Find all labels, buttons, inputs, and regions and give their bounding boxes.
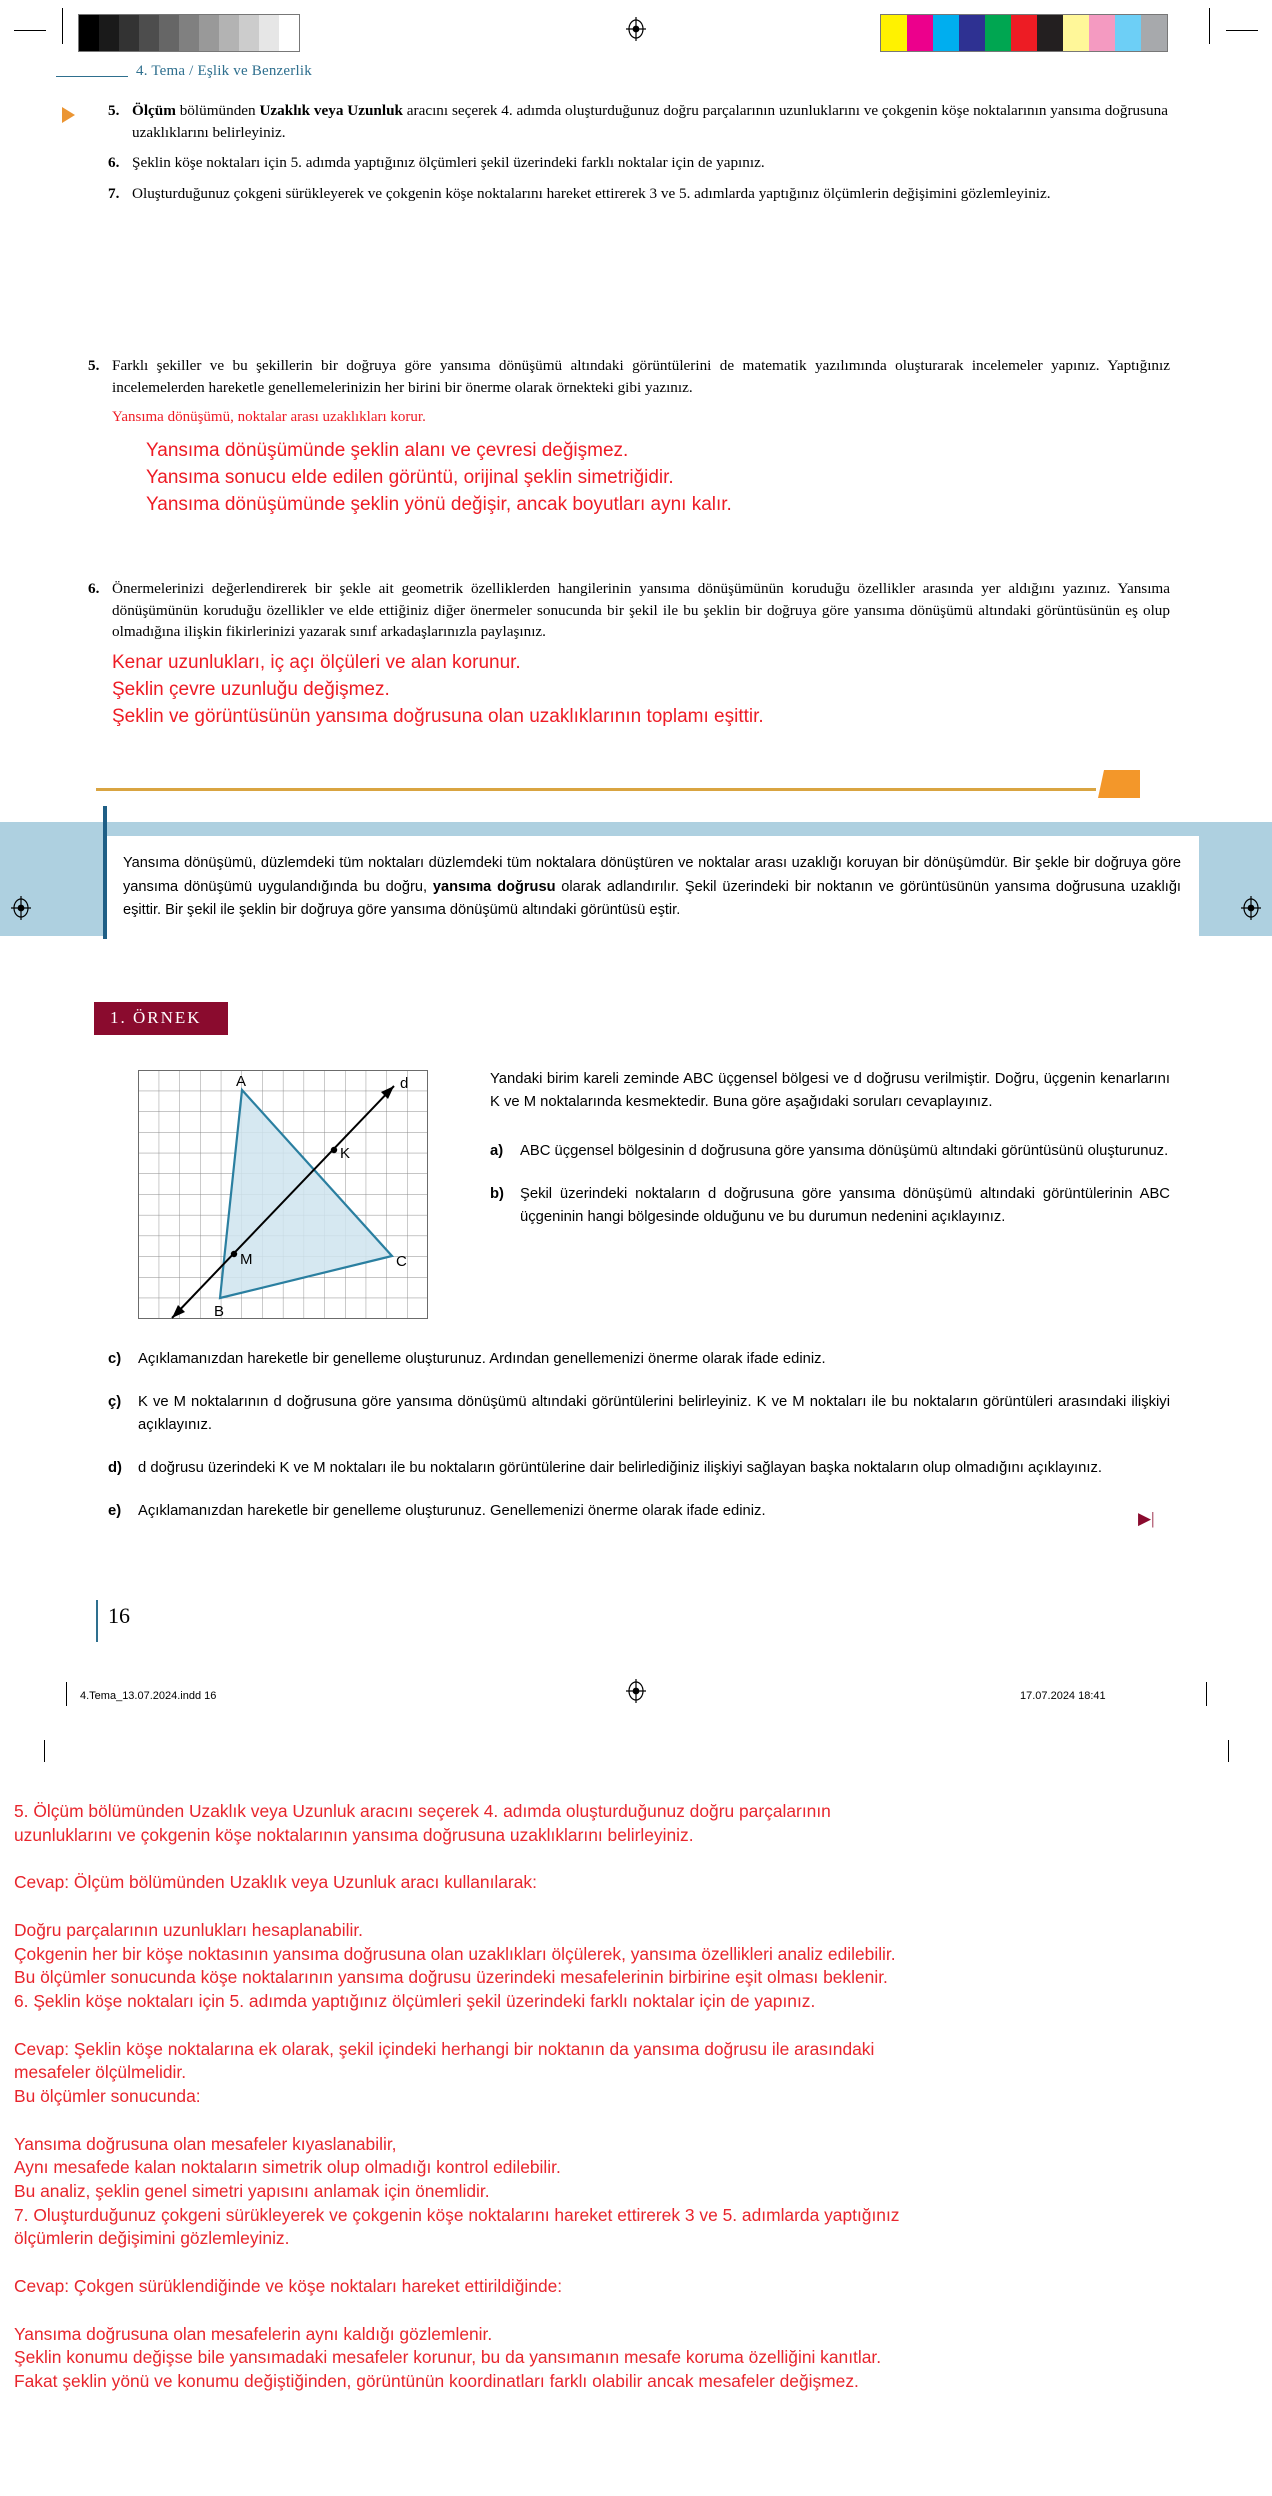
footer-file-name: 4.Tema_13.07.2024.indd 16 <box>80 1690 217 1702</box>
transcript-line: Bu analiz, şeklin genel simetri yapısını anlamak için önemlidir. <box>14 2181 490 2202</box>
transcript-line: Fakat şeklin yönü ve konumu değiştiğinden, görüntünün koordinatları farklı olabilir ancak mesafeler değişmez. <box>14 2371 859 2392</box>
transcript-spacer <box>14 2251 1264 2275</box>
example-question-a <box>490 1140 1170 1163</box>
question-text: K ve M noktalarının d doğrusuna göre yansıma dönüşümü altındaki görüntülerini belirleyiniz. K ve M noktaları ile bu noktaların görüntüleri arasındaki ilişkiyi açıklayınız. <box>138 1394 1170 1434</box>
transcript-spacer <box>14 1895 1264 1919</box>
orange-divider-rule <box>96 788 1096 791</box>
example-badge: 1. ÖRNEK <box>94 1002 228 1035</box>
transcript-line: uzunluklarını ve çokgenin köşe noktalarının yansıma doğrusuna uzaklıklarını belirleyiniz. <box>14 1824 694 1845</box>
transcript-spacer <box>14 2014 1264 2038</box>
example-right-column <box>490 1068 1170 1249</box>
transcript-crop-left <box>44 1740 45 1762</box>
example-question-e <box>108 1500 1170 1523</box>
transcript-line: 5. Ölçüm bölümünden Uzaklık veya Uzunluk aracını seçerek 4. adımda oluşturduğunuz doğru parçalarının <box>14 1801 831 1821</box>
svg-text:A: A <box>236 1073 247 1090</box>
question-label: ç) <box>108 1394 122 1411</box>
step-item <box>108 100 1168 143</box>
transcript-line: Bu ölçümler sonucunda köşe noktalarının yansıma doğrusu üzerindeki mesafelerinin birbirine eşit olması beklenir. <box>14 1967 888 1988</box>
item5-example-answer: Yansıma dönüşümü, noktalar arası uzaklıkları korur. <box>112 409 426 426</box>
svg-text:C: C <box>396 1253 407 1270</box>
transcript-line: mesafeler ölçülmelidir. <box>14 2062 187 2083</box>
step-number: 6. <box>108 154 120 172</box>
question-label: d) <box>108 1460 122 1477</box>
example-lead-text: Yandaki birim kareli zeminde ABC üçgensel bölgesi ve d doğrusu verilmiştir. Doğru, üçgenin kenarlarını K ve M noktalarında kesmektedir. Buna göre aşağıdaki soruları cevaplayınız. <box>490 1071 1170 1111</box>
transcript-line: Çokgenin her bir köşe noktasının yansıma doğrusuna olan uzaklıkları ölçülerek, yansıma özellikleri analiz edilebilir. <box>14 1943 896 1964</box>
item5-answers <box>146 438 1170 517</box>
answer-line: Şeklin ve görüntüsünün yansıma doğrusuna olan uzaklıklarının toplamı eşittir. <box>112 705 764 727</box>
item6-text: Önermelerinizi değerlendirerek bir şekle ait geometrik özelliklerden hangilerinin yansıma dönüşümünün koruduğu özellikler arasında yer aldığını yazınız. Yansıma dönüşümünün koruduğu özellikler ve elde ettiğiniz diğer önermeler sonucunda bir şekil ile bu şeklin bir doğruya göre yansıma dönüşümü altındaki görüntüsünün eş olup olmadığına ilişkin fikirlerinizi yazarak sınıf arkadaşlarınızla paylaşınız. <box>112 580 1170 641</box>
transcript-line: Aynı mesafede kalan noktaların simetrik olup olmadığı kontrol edilebilir. <box>14 2157 561 2178</box>
transcript-line: Doğru parçalarının uzunlukları hesaplanabilir. <box>14 1920 363 1941</box>
orange-corner-tab <box>1098 770 1140 798</box>
section-end-play-icon: ▶| <box>1138 1509 1155 1528</box>
item5-text: Farklı şekiller ve bu şekillerin bir doğruya göre yansıma dönüşümü altındaki görüntülerini de matematik yazılımında oluşturarak incelemeler yapınız. Yaptığınız incelemelerden hareketle genellemelerinizin her birini bir önerme olarak örnekteki gibi yazınız. <box>112 357 1170 396</box>
question-text: Şekil üzerindeki noktaların d doğrusuna göre yansıma dönüşümü altındaki görüntülerinin ABC üçgeninin hangi bölgesinde olduğunu ve bu durumun nedenini açıklayınız. <box>520 1186 1170 1226</box>
question-label: c) <box>108 1351 122 1367</box>
footer-timestamp: 17.07.2024 18:41 <box>1020 1690 1106 1702</box>
transcript-spacer <box>14 2109 1264 2133</box>
step-text: Şeklin köşe noktaları için 5. adımda yaptığınız ölçümleri şekil üzerindeki farklı noktalar için de yapınız. <box>132 154 765 172</box>
svg-text:B: B <box>214 1303 225 1320</box>
orange-triangle-bullet-icon <box>62 107 75 123</box>
definition-text: Yansıma dönüşümü, düzlemdeki tüm noktaları düzlemdeki tüm noktalara dönüştüren ve noktalar arası uzaklığı koruyan bir dönüşümdür. Bir şekle bir doğruya göre yansıma dönüşümü uygulandığında bu doğru, yansıma doğrusu olarak adlandırılır. Şekil üzerindeki bir noktanın ve görüntüsünün yansıma doğrusuna uzaklığı eşittir. Bir şekil ile şeklin bir doğruya göre yansıma dönüşümü altındaki görüntüsü eştir. <box>123 855 1181 919</box>
example-wide-questions <box>108 1348 1170 1543</box>
footer-crop-right <box>1206 1682 1207 1706</box>
item5-number: 5. <box>88 357 100 374</box>
item6-block <box>88 578 1170 729</box>
example-question-cc <box>108 1391 1170 1437</box>
transcript-line: Yansıma doğrusuna olan mesafelerin aynı kaldığı gözlemlenir. <box>14 2323 493 2344</box>
transcript-line: Cevap: Şeklin köşe noktalarına ek olarak, şekil içindeki herhangi bir noktanın da yansıma doğrusu ile arasındaki <box>14 2038 875 2059</box>
transcript-line: 6. Şeklin köşe noktaları için 5. adımda yaptığınız ölçümleri şekil üzerindeki farklı noktalar için de yapınız. <box>14 1991 816 2012</box>
transcript-answers-block <box>14 1800 1264 2394</box>
item5 <box>88 355 1170 398</box>
svg-text:M: M <box>240 1251 253 1268</box>
transcript-crop-right <box>1228 1740 1229 1762</box>
header-rule <box>56 76 128 77</box>
step-text: Oluşturduğunuz çokgeni sürükleyerek ve çokgenin köşe noktalarını hareket ettirerek 3 ve 5. adımlarda yaptığınız ölçümlerin değişimini gözlemleyiniz. <box>132 184 1051 202</box>
example-question-c <box>108 1348 1170 1371</box>
definition-box <box>103 836 1199 939</box>
page-number: 16 <box>108 1603 130 1628</box>
registration-target-icon-footer <box>623 1678 649 1704</box>
transcript-line: ölçümlerin değişimini gözlemleyiniz. <box>14 2228 290 2249</box>
transcript-line: Şeklin konumu değişse bile yansımadaki mesafeler korunur, bu da yansımanın mesafe koruma özelliğini kanıtlar. <box>14 2347 882 2368</box>
page-header-title: 4. Tema / Eşlik ve Benzerlik <box>136 63 312 79</box>
answer-line: Yansıma sonucu elde edilen görüntü, orijinal şeklin simetriğidir. <box>146 467 674 489</box>
step-item <box>108 183 1168 205</box>
page-number-rule <box>96 1600 98 1642</box>
definition-box-accent-bar <box>103 806 107 840</box>
step-item <box>108 152 1168 174</box>
answer-line: Yansıma dönüşümünde şeklin yönü değişir, ancak boyutları aynı kalır. <box>146 494 732 516</box>
question-text: d doğrusu üzerindeki K ve M noktaları ile bu noktaların görüntülerine dair belirlediğiniz ilişkiyi sağlayan başka noktaların olup olmadığını açıklayınız. <box>138 1460 1102 1477</box>
question-label: a) <box>490 1143 504 1160</box>
question-label: e) <box>108 1503 122 1520</box>
item6 <box>88 578 1170 643</box>
item6-number: 6. <box>88 580 100 597</box>
step-number: 5. <box>108 102 120 119</box>
transcript-line: Cevap: Çokgen sürüklendiğinde ve köşe noktaları hareket ettirildiğinde: <box>14 2276 563 2297</box>
svg-text:d: d <box>400 1075 409 1092</box>
item5-block <box>88 355 1170 517</box>
example-question-b <box>490 1183 1170 1229</box>
geometry-figure <box>138 1070 428 1322</box>
answer-line: Yansıma dönüşümünde şeklin alanı ve çevresi değişmez. <box>146 440 629 462</box>
step-list <box>108 100 1168 213</box>
question-text: Açıklamanızdan hareketle bir genelleme oluşturunuz. Ardından genellemenizi önerme olarak ifade ediniz. <box>138 1351 826 1367</box>
footer-crop-left <box>66 1682 67 1706</box>
transcript-spacer <box>14 2299 1264 2323</box>
answer-line: Şeklin çevre uzunluğu değişmez. <box>112 678 390 700</box>
question-label: b) <box>490 1186 504 1203</box>
transcript-spacer <box>14 1847 1264 1871</box>
step-text: Ölçüm bölümünden Uzaklık veya Uzunluk aracını seçerek 4. adımda oluşturduğunuz doğru parçalarının uzunluklarını ve çokgenin köşe noktalarının yansıma doğrusuna uzaklıklarını belirleyiniz. <box>132 102 1168 141</box>
question-text: ABC üçgensel bölgesinin d doğrusuna göre yansıma dönüşümü altındaki görüntüsünü oluşturunuz. <box>520 1143 1169 1160</box>
answer-line: Kenar uzunlukları, iç açı ölçüleri ve alan korunur. <box>112 651 521 673</box>
transcript-line: Yansıma doğrusuna olan mesafeler kıyaslanabilir, <box>14 2133 397 2154</box>
transcript-line: 7. Oluşturduğunuz çokgeni sürükleyerek ve çokgenin köşe noktalarını hareket ettirerek 3 ve 5. adımlarda yaptığınız <box>14 2204 900 2225</box>
item6-answers <box>112 650 1170 729</box>
step-number: 7. <box>108 184 120 202</box>
question-text: Açıklamanızdan hareketle bir genelleme oluşturunuz. Genellemenizi önerme olarak ifade ediniz. <box>138 1503 766 1520</box>
example-question-d <box>108 1457 1170 1480</box>
transcript-line: Cevap: Ölçüm bölümünden Uzaklık veya Uzunluk aracı kullanılarak: <box>14 1872 537 1893</box>
transcript-line: Bu ölçümler sonucunda: <box>14 2086 201 2107</box>
svg-text:K: K <box>340 1145 351 1162</box>
registration-target-icon-left <box>8 895 34 921</box>
registration-target-icon-right <box>1238 895 1264 921</box>
